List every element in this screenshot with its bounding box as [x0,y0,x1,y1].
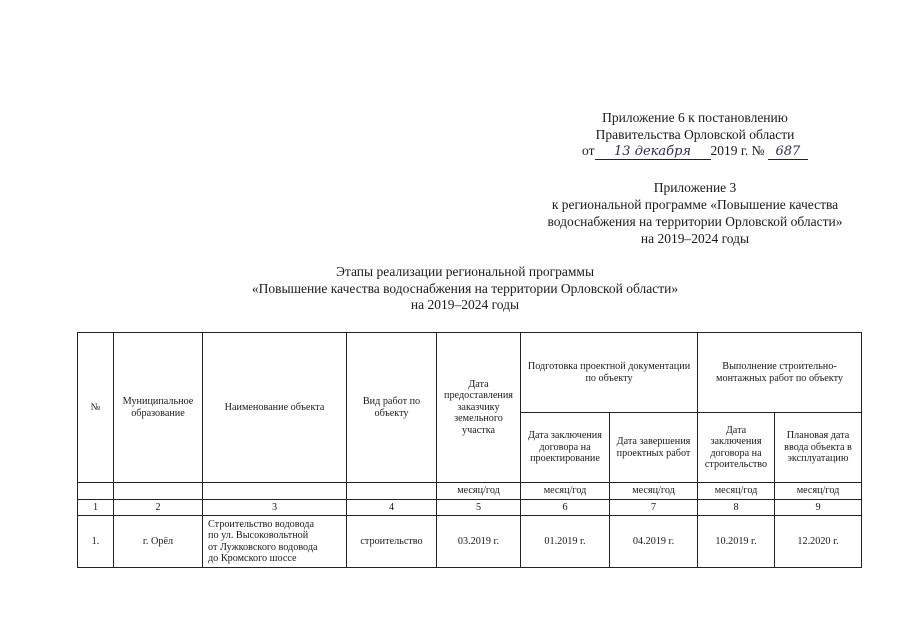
annex-year: 2019 г. № [710,143,765,158]
annex-3-line-3: водоснабжения на территории Орловской области» [547,214,843,229]
column-number-6: 6 [521,500,610,516]
header-planned-commissioning-date: Плановая дата ввода объекта в эксплуатацию [775,413,862,483]
annex-line-1: Приложение 6 к постановлению [602,110,788,125]
unit-row [78,483,862,500]
annex-3-header [490,179,900,247]
column-number-2: 2 [114,500,203,516]
row-object-name: Строительство водовода по ул. Высоковольтной от Лужковского водовода до Кромского шоссе [203,516,347,568]
row-land-date: 03.2019 г. [437,516,521,568]
unit-label-6: месяц/год [521,483,610,500]
annex-prefix: от [582,143,595,158]
annex-3-line-1: Приложение 3 [653,180,737,195]
column-number-8: 8 [698,500,775,516]
header-num: № [78,333,114,483]
header-design-completion-date: Дата завершения проектных работ [610,413,698,483]
annex-line-2: Правительства Орловской области [595,126,795,142]
header-work-type: Вид работ по объекту [347,333,437,483]
column-number-row [78,500,862,516]
row-municipality: г. Орёл [114,516,203,568]
column-number-5: 5 [437,500,521,516]
header-design-contract-date: Дата заключения договора на проектирование [521,413,610,483]
unit-label-9: месяц/год [775,483,862,500]
row-planned-commissioning-date: 12.2020 г. [775,516,862,568]
column-number-3: 3 [203,500,347,516]
handwritten-date: 13 декабря [595,145,711,160]
unit-empty-3 [203,483,347,500]
document-title [200,264,730,314]
header-municipality: Муниципальное образование [114,333,203,483]
annex-date-line [530,143,860,160]
header-construction-group: Выполнение строительно-монтажных работ по объекту [698,333,862,413]
title-line-3: на 2019–2024 годы [410,297,520,312]
unit-label-7: месяц/год [610,483,698,500]
header-land-date: Дата предоставления заказчику земельного участка [437,333,521,483]
unit-empty-4 [347,483,437,500]
stages-table [77,332,862,568]
title-line-1: Этапы реализации региональной программы [335,264,595,279]
annex-3-line-2: к региональной программе «Повышение качества [551,197,839,212]
row-num: 1. [78,516,114,568]
header-row-1 [78,333,862,413]
table-row [78,516,862,568]
column-number-1: 1 [78,500,114,516]
unit-empty-2 [114,483,203,500]
header-object-name: Наименование объекта [203,333,347,483]
row-work-type: строительство [347,516,437,568]
row-design-contract-date: 01.2019 г. [521,516,610,568]
unit-empty-1 [78,483,114,500]
column-number-7: 7 [610,500,698,516]
unit-label-5: месяц/год [437,483,521,500]
header-design-group: Подготовка проектной документации по объекту [521,333,698,413]
row-construction-contract-date: 10.2019 г. [698,516,775,568]
handwritten-number: 687 [768,145,808,160]
column-number-4: 4 [347,500,437,516]
title-line-2: «Повышение качества водоснабжения на территории Орловской области» [251,280,679,296]
row-design-completion-date: 04.2019 г. [610,516,698,568]
unit-label-8: месяц/год [698,483,775,500]
header-construction-contract-date: Дата заключения договора на строительство [698,413,775,483]
column-number-9: 9 [775,500,862,516]
annex-3-line-4: на 2019–2024 годы [640,231,750,246]
annex-header [530,110,860,160]
